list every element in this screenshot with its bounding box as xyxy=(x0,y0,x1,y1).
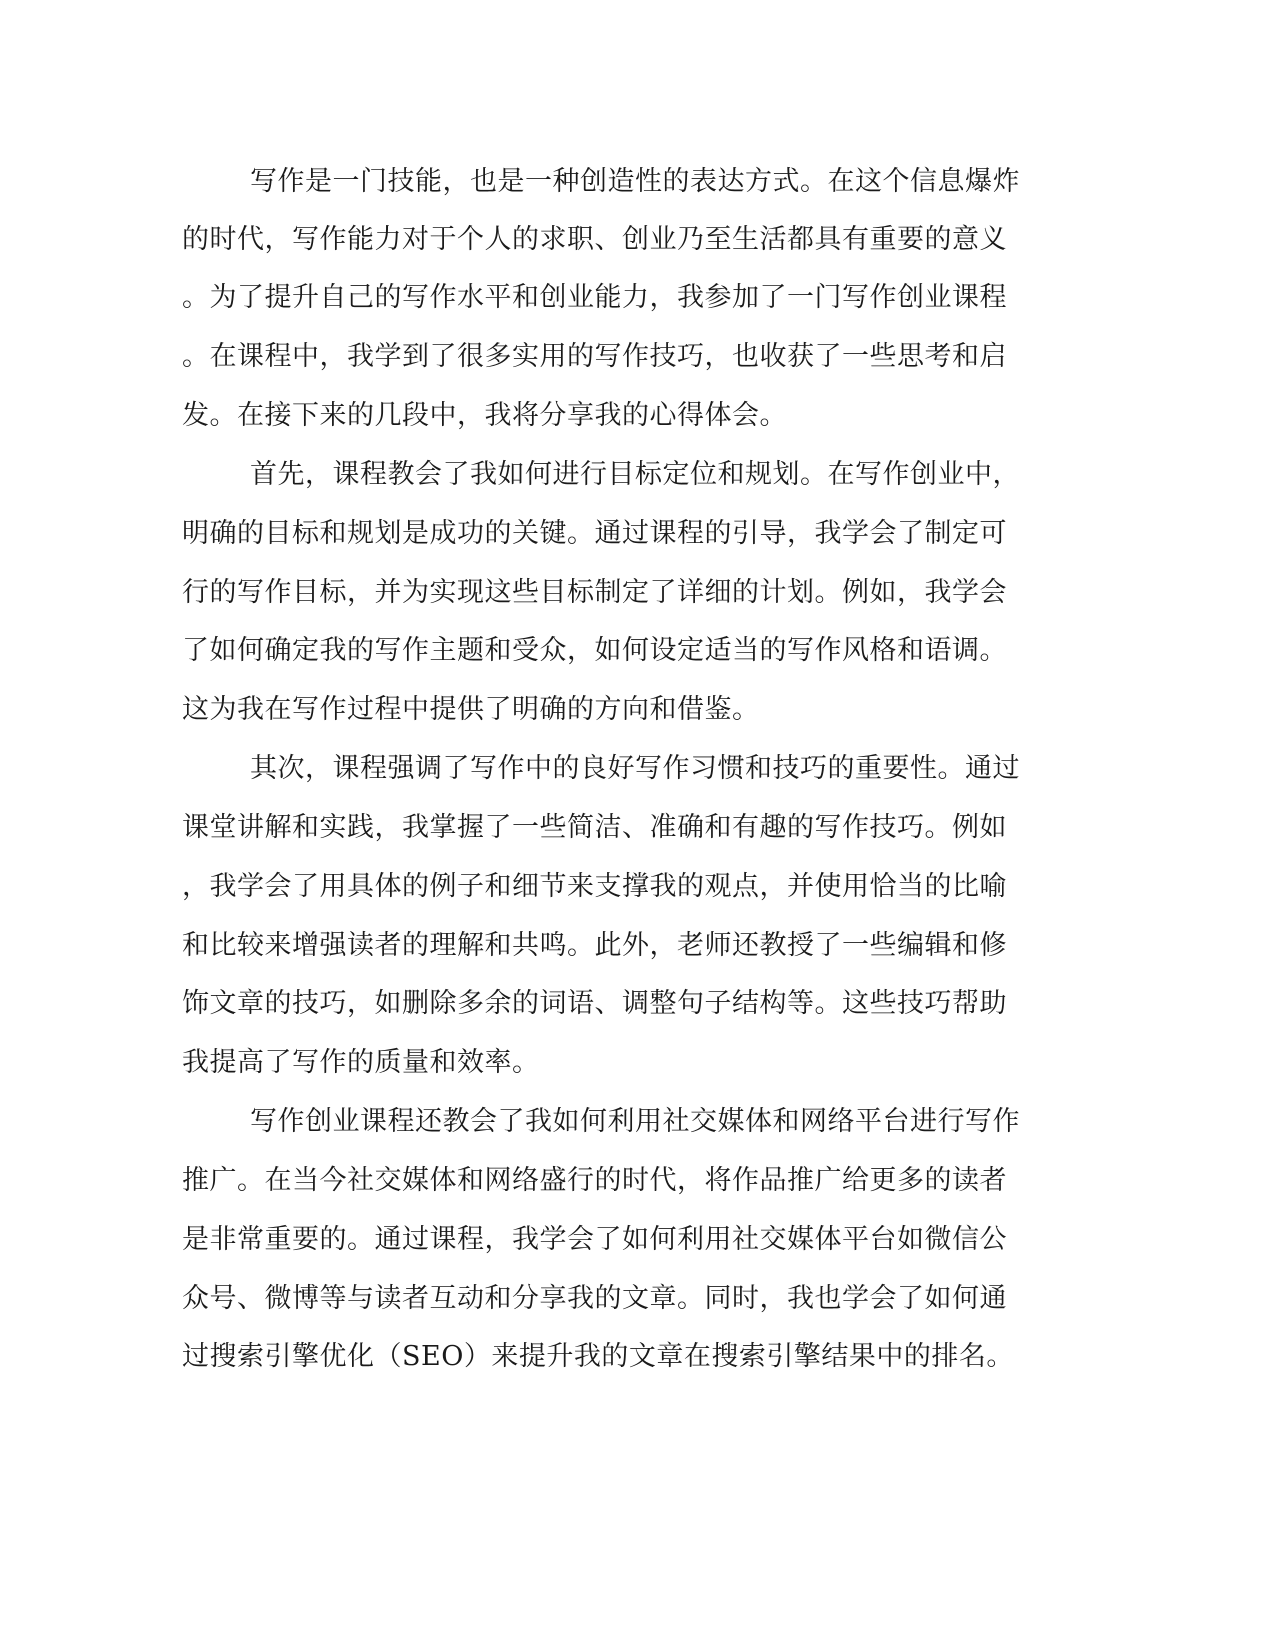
paragraph-4-line-2: 推广。在当今社交媒体和网络盛行的时代，将作品推广给更多的读者 xyxy=(182,1165,1007,1196)
paragraph-3-line-3: ，我学会了用具体的例子和细节来支撑我的观点，并使用恰当的比喻 xyxy=(182,871,1007,902)
paragraph-1-line-1: 写作是一门技能，也是一种创造性的表达方式。在这个信息爆炸 xyxy=(250,166,1020,197)
paragraph-1-line-2: 的时代，写作能力对于个人的求职、创业乃至生活都具有重要的意义 xyxy=(182,224,1007,255)
paragraph-3-line-5: 饰文章的技巧，如删除多余的词语、调整句子结构等。这些技巧帮助 xyxy=(182,988,1007,1019)
paragraph-3-line-2: 课堂讲解和实践，我掌握了一些简洁、准确和有趣的写作技巧。例如 xyxy=(182,812,1007,843)
paragraph-1-line-5: 发。在接下来的几段中，我将分享我的心得体会。 xyxy=(182,400,787,431)
paragraph-4-line-1: 写作创业课程还教会了我如何利用社交媒体和网络平台进行写作 xyxy=(250,1106,1020,1137)
paragraph-1-line-4: 。在课程中，我学到了很多实用的写作技巧，也收获了一些思考和启 xyxy=(182,341,1007,372)
paragraph-2-line-5: 这为我在写作过程中提供了明确的方向和借鉴。 xyxy=(182,694,760,725)
paragraph-2-line-1: 首先，课程教会了我如何进行目标定位和规划。在写作创业中， xyxy=(250,459,1020,490)
paragraph-4-line-4: 众号、微博等与读者互动和分享我的文章。同时，我也学会了如何通 xyxy=(182,1283,1007,1314)
paragraph-4-line-3: 是非常重要的。通过课程，我学会了如何利用社交媒体平台如微信公 xyxy=(182,1224,1007,1255)
paragraph-3-line-4: 和比较来增强读者的理解和共鸣。此外，老师还教授了一些编辑和修 xyxy=(182,930,1007,961)
paragraph-1-line-3: 。为了提升自己的写作水平和创业能力，我参加了一门写作创业课程 xyxy=(182,282,1007,313)
paragraph-2-line-3: 行的写作目标，并为实现这些目标制定了详细的计划。例如，我学会 xyxy=(182,577,1007,608)
paragraph-3-line-6: 我提高了写作的质量和效率。 xyxy=(182,1047,540,1078)
paragraph-4-line-5: 过搜索引擎优化（SEO）来提升我的文章在搜索引擎结果中的排名。 xyxy=(182,1341,1014,1372)
paragraph-3-line-1: 其次，课程强调了写作中的良好写作习惯和技巧的重要性。通过 xyxy=(250,753,1020,784)
paragraph-2-line-4: 了如何确定我的写作主题和受众，如何设定适当的写作风格和语调。 xyxy=(182,635,1007,666)
paragraph-2-line-2: 明确的目标和规划是成功的关键。通过课程的引导，我学会了制定可 xyxy=(182,518,1007,549)
